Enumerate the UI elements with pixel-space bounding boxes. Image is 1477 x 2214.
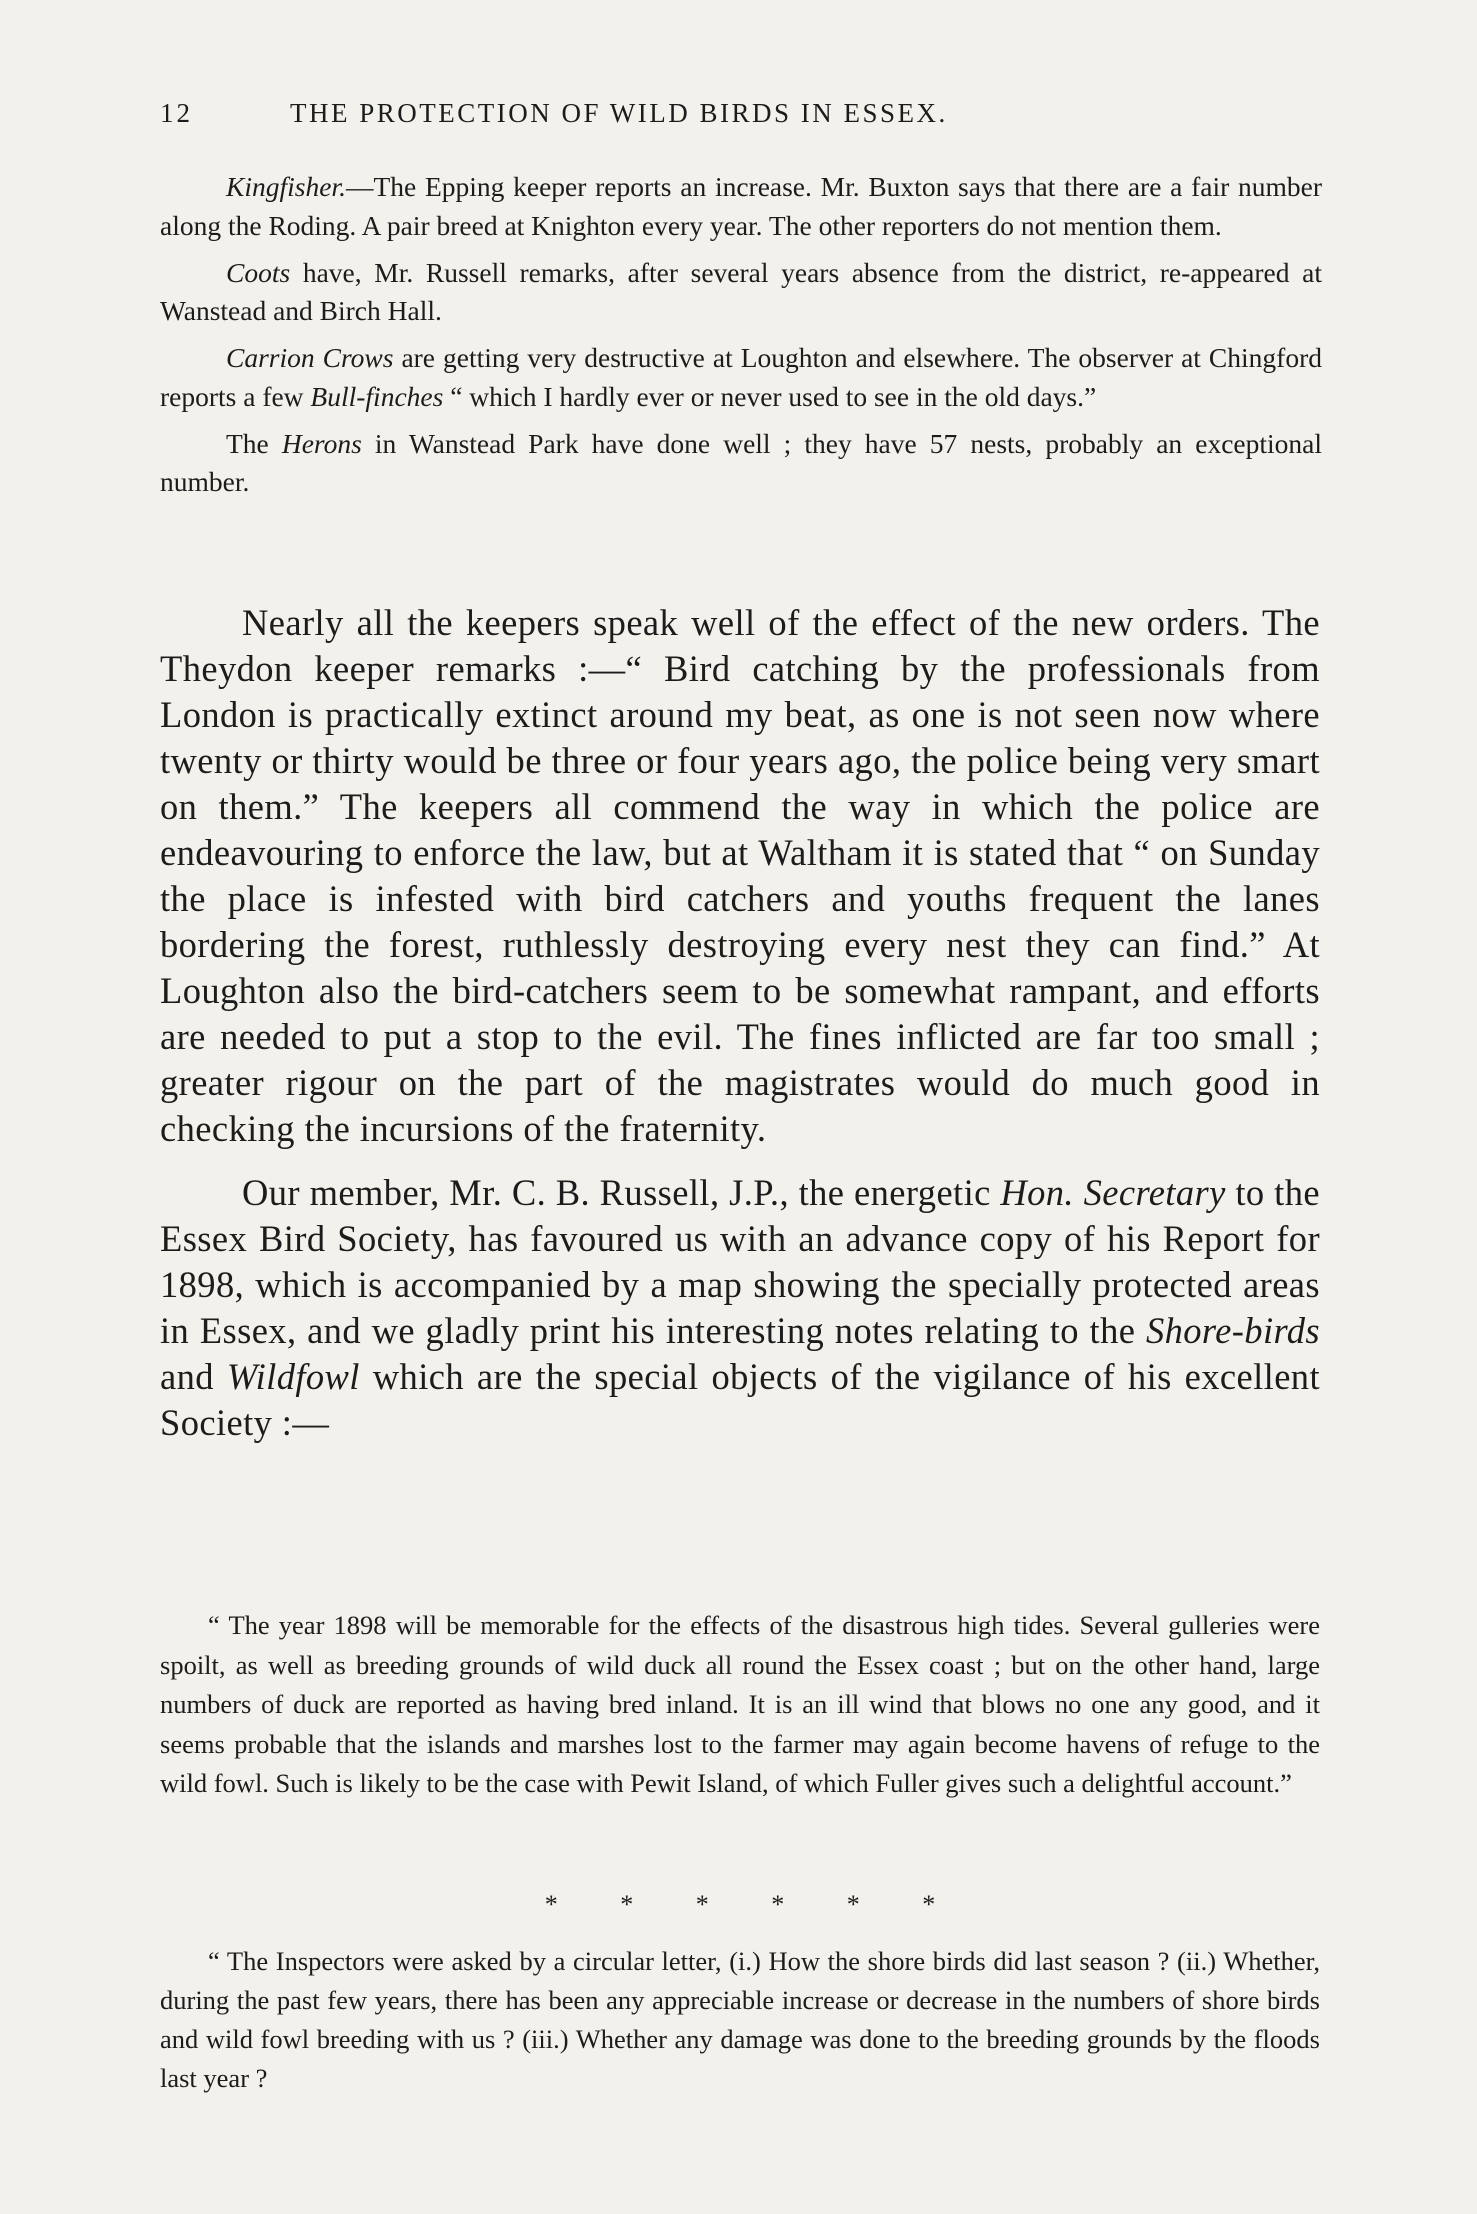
species-name: Carrion Crows [226,342,394,373]
paragraph-carrion-crows [160,339,1322,416]
paragraph-coots [160,254,1322,331]
paragraph-keepers: Nearly all the keepers speak well of the effect of the new orders. The Theydon keeper remarks :—“ Bird catching by the professionals from London is practically extinct around my beat, as one is not seen now where twenty or thirty would be three or four years ago, the police being very smart on them.” The keepers all commend the way in which the police are endeavouring to enforce the law, but at Waltham it is stated that “ on Sunday the place is infested with bird catchers and youths frequent the lanes bordering the forest, ruthlessly destroying every nest they can find.” At Loughton also the bird-catchers seem to be somewhat rampant, and efforts are needed to put a stop to the evil. The fines inflicted are far too small ; greater rigour on the part of the magistrates would do much good in checking the incursions of the fraternity. [160,602,1320,1149]
running-title: THE PROTECTION OF WILD BIRDS IN ESSEX. [290,98,948,128]
running-header [160,98,1320,129]
species-name: Wildfowl [226,1356,360,1397]
section-separator: * * * * * * [544,1890,936,1919]
paragraph-text: are getting very destructive at Loughton and elsewhere. The observer at Chingford reports a few [160,342,1322,412]
paragraph-text: —The Epping keeper reports an increase. Mr. Buxton says that there are a fair number along the Roding. A pair breed at Knighton every year. The other reporters do not mention them. [160,171,1322,241]
main-text-section [160,600,1320,1464]
paragraph-text: have, Mr. Russell remarks, after several years absence from the district, re-appeared at Wanstead and Birch Hall. [160,256,1322,326]
paragraph-text: to the Essex Bird Society, has favoured us with an advance copy of his Report for 1898, which is accompanied by a map showing the specially protected areas in Essex, and we gladly print his interesting notes relating to the [160,1172,1320,1351]
title-text: Hon. Secretary [1000,1172,1226,1213]
quotation-1898 [160,1606,1320,1804]
paragraph-herons [160,425,1322,502]
paragraph-text: Our member, Mr. C. B. Russell, J.P., the energetic [242,1172,1001,1213]
species-name: Coots [226,256,291,288]
paragraph-kingfisher [160,168,1322,245]
page-number: 12 [160,98,193,128]
species-name: Bull-finches [310,380,444,412]
species-name: Herons [281,427,362,459]
quote-text: “ The year 1898 will be memorable for the effects of the disastrous high tides. Several gulleries were spoilt, as well as breeding grounds of wild duck all round the Essex coast ; but on the other hand, large numbers of duck are reported as having bred inland. It is an ill wind that blows no one any good, and it seems probable that the islands and marshes lost to the farmer may again become havens of refuge to the wild fowl. Such is likely to be the case with Pewit Island, of which Fuller gives such a delightful account.” [160,1610,1320,1798]
paragraph-russell [160,1170,1320,1446]
paragraph-text: which are the special objects of the vigilance of his excellent Society :— [160,1356,1320,1443]
paragraph-text: “ which I hardly ever or never used to see in the old days.” [443,380,1097,412]
paragraph-text: in Wanstead Park have done well ; they have 57 nests, probably an exceptional number. [160,427,1322,497]
quotation-inspectors [160,1942,1320,2098]
quote-text: “ The Inspectors were asked by a circular letter, (i.) How the shore birds did last season ? (ii.) Whether, during the past few years, there has been any appreciable increase or decrease in the numbers of shore birds and wild fowl breeding with us ? (iii.) Whether any damage was done to the breeding grounds by the floods last year ? [160,1946,1320,2093]
paragraph-text: and [160,1356,227,1397]
small-type-section [160,168,1322,510]
paragraph-text: The [226,427,282,459]
species-name: Kingfisher. [226,171,346,202]
species-name: Shore-birds [1145,1310,1320,1351]
